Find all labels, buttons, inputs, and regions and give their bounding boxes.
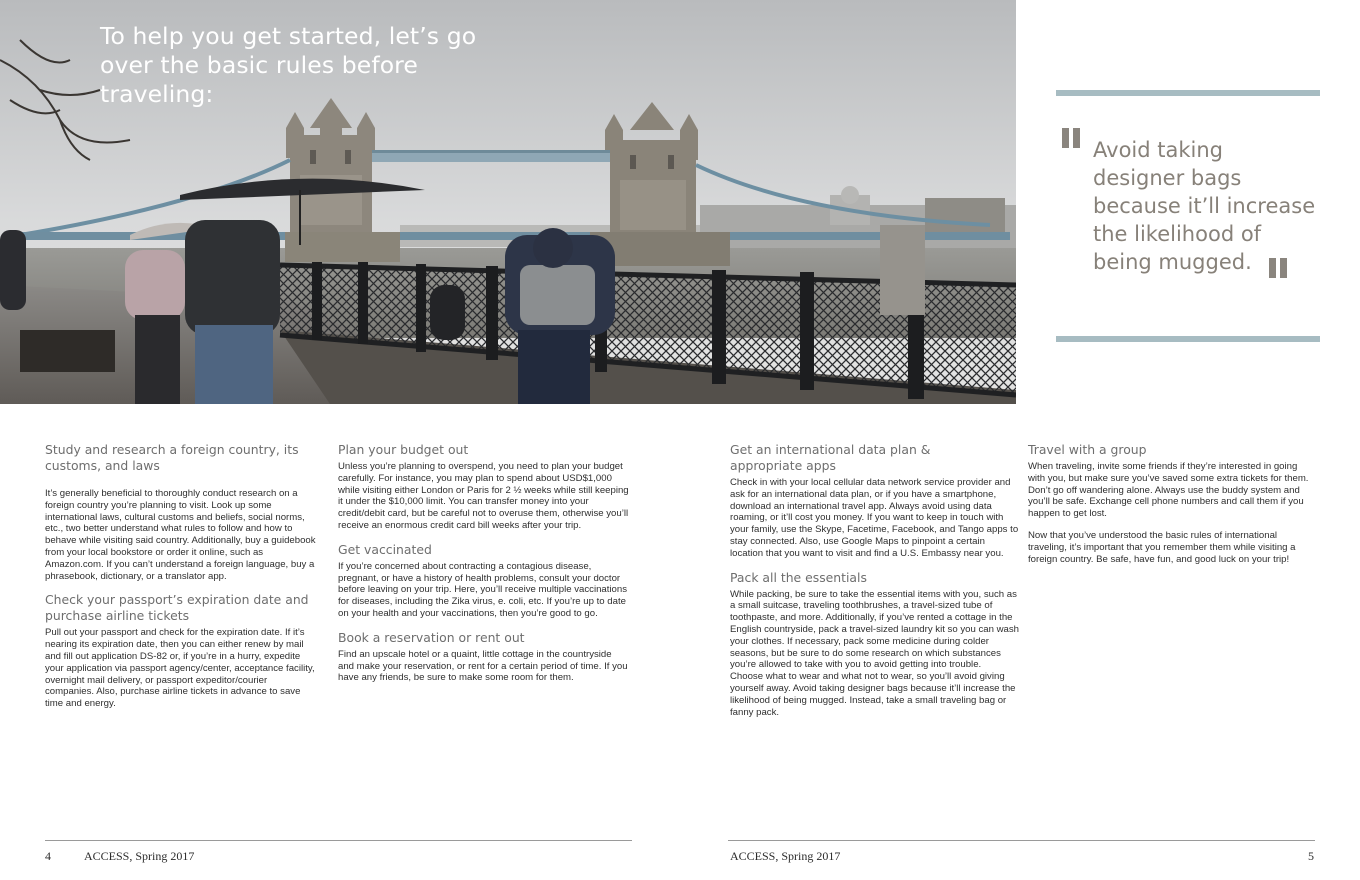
section-heading-group: Travel with a group — [1028, 442, 1147, 457]
footer-rule-left — [45, 840, 632, 841]
left-page-number: 4 — [45, 849, 51, 863]
pull-quote-bottom-rule — [1056, 336, 1320, 342]
section-body-budget: Unless you’re planning to overspend, you need to plan your budget carefully. For instance, you may plan to spend about USD$1,000 while visiting either London or Paris for 2 ½ weeks while still keeping it under the $10,000 limit. You can transfer money into your credit/debit card, but be careful not to overuse them, otherwise you’ll receive an enormous credit card bill weeks after your trip. — [338, 461, 629, 531]
section-body-reservation: Find an upscale hotel or a quaint, little cottage in the countryside and make your reservation, or rent for a certain period of time. If you have any friends, be sure to make some room for them. — [338, 648, 628, 684]
open-quote-icon — [1062, 128, 1082, 148]
section-body-essentials-2: Choose what to wear and what not to wear, so you’ll avoid giving yourself away. Avoid taking designer bags because it’ll increase the likelihood of being mugged. Instead, take a small traveling bag or fanny pack. — [730, 671, 1016, 718]
section-body-passport: Pull out your passport and check for the expiration date. If it’s nearing its expiration date, then you can either renew by mail and fill out application DS-82 or, if you’re in a hurry, expedite your application via passport agency/center, acceptance facility, overnight mail delivery, or passport expeditor/courier companies. Also, purchase airline tickets in advance to save time and energy. — [45, 627, 315, 710]
right-publication-name: ACCESS, Spring 2017 — [730, 849, 841, 863]
article-column-2 — [338, 442, 630, 694]
section-heading-budget: Plan your budget out — [338, 442, 469, 457]
pull-quote — [1056, 90, 1320, 344]
footer-rule-right — [728, 840, 1315, 841]
section-body-group-2: Now that you’ve understood the basic rules of international traveling, it’s important that you remember them while visiting a foreign country. Be safe, have fun, and good luck on your trip! — [1028, 529, 1296, 565]
pull-quote-top-rule — [1056, 90, 1320, 96]
article-column-4 — [1028, 442, 1316, 575]
section-body-data-plan: Check in with your local cellular data network service provider and ask for an international data plan, or if you have a smartphone, download an international travel app. Always avoid using data roaming, or it’ll cost you money. If you want to keep in touch with your family, use the Skype, Facetime, Facebook, and Tango apps to stay connected. Also, use Google Maps to pinpoint a certain location that you want to visit and find a U.S. Embassy near you. — [730, 477, 1019, 559]
section-body-vaccinated: If you’re concerned about contracting a contagious disease, pregnant, or have a history of health problems, consult your doctor before leaving on your trip. Here, you’ll receive multiple vaccinations for diseases, including the Zika virus, e. coli, etc. If you’re up to date on your health and your vaccinations, then you’re good to go. — [338, 560, 628, 619]
section-heading-passport: Check your passport’s expiration date and purchase airline tickets — [45, 592, 309, 624]
close-quote-icon — [1269, 258, 1289, 278]
section-body-group-1: When traveling, invite some friends if they’re interested in going with you, but make sure you’ve saved some extra tickets for them. Don’t go off wandering alone. Always use the buddy system and you’ll be safe. Exchange cell phone numbers and call them if you happen to get lost. — [1028, 461, 1309, 520]
article-column-1 — [45, 442, 317, 720]
right-page-number: 5 — [1308, 849, 1314, 863]
pull-quote-text: Avoid taking designer bags because it’ll increase the likelihood of being mugged. — [1093, 138, 1316, 274]
section-heading-reservation: Book a reservation or rent out — [338, 629, 525, 645]
section-body-essentials-1: While packing, be sure to take the essential items with you, such as a small suitcase, traveling toothbrushes, a travel-sized tube of toothpaste, and more. Additionally, if you’ve rented a cottage in the English countryside, pack a travel-sized laundry kit so you can wash your clothes. If necessary, pack some medicine during colder seasons, but be sure to do some research on which substances you’re allowed to take with you to avoid getting into trouble. — [730, 588, 1020, 671]
left-publication-name: ACCESS, Spring 2017 — [84, 849, 195, 863]
article-column-3 — [730, 442, 1020, 728]
hero-title: To help you get started, let’s go over the basic rules before traveling: — [100, 22, 477, 108]
hero-photo — [0, 0, 1016, 404]
section-body-research: It’s generally beneficial to thoroughly conduct research on a foreign country you’re planning to visit. Look up some international laws, cultural customs and beliefs, social norms, etc., two better understand what rules to follow and how to behave while visiting said country. Additionally, buy a guidebook from your local bookstore or order it online, such as Amazon.com. If you can’t understand a foreign language, buy a phrasebook, dictionary, or a translator app. — [45, 488, 316, 582]
section-heading-research: Study and research a foreign country, its customs, and laws — [45, 442, 299, 473]
section-heading-data-plan: Get an international data plan & appropriate apps — [730, 442, 931, 473]
section-heading-vaccinated: Get vaccinated — [338, 541, 432, 557]
section-heading-essentials: Pack all the essentials — [730, 569, 867, 585]
